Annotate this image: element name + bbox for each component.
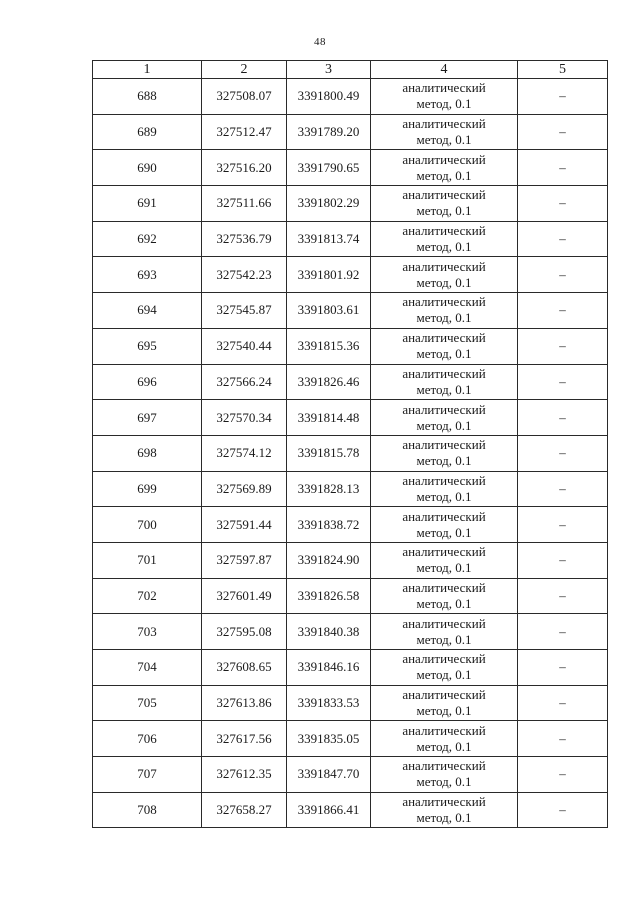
col5-cell: – <box>518 542 608 578</box>
method-cell <box>371 757 518 793</box>
method-line-2: метод, 0.1 <box>416 810 472 826</box>
table-row <box>93 435 608 471</box>
method-line-1: аналитический <box>402 544 486 560</box>
point-number-cell: 704 <box>93 650 202 686</box>
table-body <box>93 79 608 828</box>
method-line-1: аналитический <box>402 472 486 488</box>
col5-cell: – <box>518 578 608 614</box>
col5-cell: – <box>518 685 608 721</box>
col5-cell: – <box>518 257 608 293</box>
table-row <box>93 400 608 436</box>
method-line-1: аналитический <box>402 365 486 381</box>
x-coordinate-cell: 327540.44 <box>202 328 287 364</box>
col5-cell: – <box>518 293 608 329</box>
point-number-cell: 691 <box>93 186 202 222</box>
x-coordinate-cell: 327658.27 <box>202 792 287 828</box>
method-cell <box>371 150 518 186</box>
method-line-1: аналитический <box>402 437 486 453</box>
method-line-2: метод, 0.1 <box>416 488 472 504</box>
method-cell <box>371 685 518 721</box>
y-coordinate-cell: 3391815.36 <box>287 328 371 364</box>
page-number: 48 <box>314 36 326 48</box>
point-number-cell: 694 <box>93 293 202 329</box>
y-coordinate-cell: 3391814.48 <box>287 400 371 436</box>
method-cell <box>371 614 518 650</box>
y-coordinate-cell: 3391866.41 <box>287 792 371 828</box>
col5-cell: – <box>518 114 608 150</box>
x-coordinate-cell: 327570.34 <box>202 400 287 436</box>
method-line-2: метод, 0.1 <box>416 774 472 790</box>
table-row <box>93 79 608 115</box>
y-coordinate-cell: 3391813.74 <box>287 221 371 257</box>
method-line-2: метод, 0.1 <box>416 96 472 112</box>
y-coordinate-cell: 3391824.90 <box>287 542 371 578</box>
method-cell <box>371 364 518 400</box>
method-line-1: аналитический <box>402 758 486 774</box>
table-row <box>93 542 608 578</box>
table-row <box>93 757 608 793</box>
method-line-2: метод, 0.1 <box>416 738 472 754</box>
method-cell <box>371 792 518 828</box>
point-number-cell: 708 <box>93 792 202 828</box>
method-line-2: метод, 0.1 <box>416 203 472 219</box>
y-coordinate-cell: 3391826.46 <box>287 364 371 400</box>
table-row <box>93 364 608 400</box>
table-row <box>93 685 608 721</box>
point-number-cell: 690 <box>93 150 202 186</box>
x-coordinate-cell: 327566.24 <box>202 364 287 400</box>
y-coordinate-cell: 3391826.58 <box>287 578 371 614</box>
col5-cell: – <box>518 364 608 400</box>
col5-cell: – <box>518 328 608 364</box>
table-row <box>93 614 608 650</box>
y-coordinate-cell: 3391803.61 <box>287 293 371 329</box>
table-row <box>93 186 608 222</box>
table-row <box>93 650 608 686</box>
method-line-1: аналитический <box>402 687 486 703</box>
y-coordinate-cell: 3391833.53 <box>287 685 371 721</box>
y-coordinate-cell: 3391828.13 <box>287 471 371 507</box>
method-line-1: аналитический <box>402 294 486 310</box>
point-number-cell: 703 <box>93 614 202 650</box>
header-col-1: 1 <box>93 61 202 79</box>
x-coordinate-cell: 327569.89 <box>202 471 287 507</box>
col5-cell: – <box>518 792 608 828</box>
table-row <box>93 792 608 828</box>
y-coordinate-cell: 3391800.49 <box>287 79 371 115</box>
x-coordinate-cell: 327595.08 <box>202 614 287 650</box>
point-number-cell: 702 <box>93 578 202 614</box>
method-line-2: метод, 0.1 <box>416 453 472 469</box>
table-row <box>93 578 608 614</box>
table-row <box>93 507 608 543</box>
point-number-cell: 689 <box>93 114 202 150</box>
col5-cell: – <box>518 721 608 757</box>
col5-cell: – <box>518 650 608 686</box>
point-number-cell: 688 <box>93 79 202 115</box>
method-cell <box>371 221 518 257</box>
point-number-cell: 705 <box>93 685 202 721</box>
point-number-cell: 700 <box>93 507 202 543</box>
x-coordinate-cell: 327536.79 <box>202 221 287 257</box>
y-coordinate-cell: 3391815.78 <box>287 435 371 471</box>
method-line-2: метод, 0.1 <box>416 703 472 719</box>
y-coordinate-cell: 3391835.05 <box>287 721 371 757</box>
method-line-1: аналитический <box>402 330 486 346</box>
x-coordinate-cell: 327617.56 <box>202 721 287 757</box>
method-line-2: метод, 0.1 <box>416 524 472 540</box>
method-line-2: метод, 0.1 <box>416 667 472 683</box>
method-cell <box>371 578 518 614</box>
table-row <box>93 471 608 507</box>
method-line-1: аналитический <box>402 615 486 631</box>
table-row <box>93 257 608 293</box>
table-row <box>93 721 608 757</box>
table-row <box>93 114 608 150</box>
method-line-1: аналитический <box>402 651 486 667</box>
x-coordinate-cell: 327512.47 <box>202 114 287 150</box>
point-number-cell: 692 <box>93 221 202 257</box>
x-coordinate-cell: 327545.87 <box>202 293 287 329</box>
point-number-cell: 707 <box>93 757 202 793</box>
y-coordinate-cell: 3391838.72 <box>287 507 371 543</box>
col5-cell: – <box>518 614 608 650</box>
x-coordinate-cell: 327542.23 <box>202 257 287 293</box>
point-number-cell: 706 <box>93 721 202 757</box>
method-line-2: метод, 0.1 <box>416 167 472 183</box>
y-coordinate-cell: 3391802.29 <box>287 186 371 222</box>
table-row <box>93 293 608 329</box>
x-coordinate-cell: 327511.66 <box>202 186 287 222</box>
x-coordinate-cell: 327601.49 <box>202 578 287 614</box>
method-line-1: аналитический <box>402 401 486 417</box>
header-row <box>93 61 608 79</box>
x-coordinate-cell: 327608.65 <box>202 650 287 686</box>
method-line-1: аналитический <box>402 722 486 738</box>
header-col-2: 2 <box>202 61 287 79</box>
col5-cell: – <box>518 435 608 471</box>
point-number-cell: 698 <box>93 435 202 471</box>
table-row <box>93 150 608 186</box>
table-header <box>93 61 608 79</box>
x-coordinate-cell: 327516.20 <box>202 150 287 186</box>
x-coordinate-cell: 327597.87 <box>202 542 287 578</box>
method-cell <box>371 542 518 578</box>
method-cell <box>371 650 518 686</box>
header-col-3: 3 <box>287 61 371 79</box>
method-line-1: аналитический <box>402 223 486 239</box>
method-line-2: метод, 0.1 <box>416 346 472 362</box>
method-line-1: аналитический <box>402 508 486 524</box>
method-line-1: аналитический <box>402 258 486 274</box>
method-line-1: аналитический <box>402 151 486 167</box>
method-line-1: аналитический <box>402 579 486 595</box>
point-number-cell: 696 <box>93 364 202 400</box>
method-line-1: аналитический <box>402 187 486 203</box>
point-number-cell: 697 <box>93 400 202 436</box>
method-line-2: метод, 0.1 <box>416 310 472 326</box>
point-number-cell: 701 <box>93 542 202 578</box>
method-line-1: аналитический <box>402 794 486 810</box>
point-number-cell: 699 <box>93 471 202 507</box>
y-coordinate-cell: 3391789.20 <box>287 114 371 150</box>
method-line-2: метод, 0.1 <box>416 631 472 647</box>
method-cell <box>371 721 518 757</box>
y-coordinate-cell: 3391846.16 <box>287 650 371 686</box>
col5-cell: – <box>518 221 608 257</box>
method-cell <box>371 114 518 150</box>
y-coordinate-cell: 3391790.65 <box>287 150 371 186</box>
col5-cell: – <box>518 507 608 543</box>
method-cell <box>371 471 518 507</box>
point-number-cell: 695 <box>93 328 202 364</box>
table-row <box>93 328 608 364</box>
method-line-1: аналитический <box>402 80 486 96</box>
y-coordinate-cell: 3391847.70 <box>287 757 371 793</box>
method-line-2: метод, 0.1 <box>416 560 472 576</box>
y-coordinate-cell: 3391801.92 <box>287 257 371 293</box>
x-coordinate-cell: 327591.44 <box>202 507 287 543</box>
x-coordinate-cell: 327574.12 <box>202 435 287 471</box>
col5-cell: – <box>518 150 608 186</box>
method-line-2: метод, 0.1 <box>416 417 472 433</box>
method-cell <box>371 257 518 293</box>
method-cell <box>371 507 518 543</box>
header-col-4: 4 <box>371 61 518 79</box>
method-line-2: метод, 0.1 <box>416 239 472 255</box>
method-cell <box>371 186 518 222</box>
x-coordinate-cell: 327612.35 <box>202 757 287 793</box>
header-col-5: 5 <box>518 61 608 79</box>
method-line-2: метод, 0.1 <box>416 274 472 290</box>
col5-cell: – <box>518 186 608 222</box>
method-line-2: метод, 0.1 <box>416 132 472 148</box>
method-cell <box>371 328 518 364</box>
col5-cell: – <box>518 400 608 436</box>
method-cell <box>371 400 518 436</box>
x-coordinate-cell: 327508.07 <box>202 79 287 115</box>
x-coordinate-cell: 327613.86 <box>202 685 287 721</box>
method-cell <box>371 293 518 329</box>
col5-cell: – <box>518 79 608 115</box>
point-number-cell: 693 <box>93 257 202 293</box>
col5-cell: – <box>518 471 608 507</box>
method-line-1: аналитический <box>402 116 486 132</box>
y-coordinate-cell: 3391840.38 <box>287 614 371 650</box>
method-line-2: метод, 0.1 <box>416 595 472 611</box>
method-cell <box>371 79 518 115</box>
col5-cell: – <box>518 757 608 793</box>
method-line-2: метод, 0.1 <box>416 381 472 397</box>
method-cell <box>371 435 518 471</box>
table-row <box>93 221 608 257</box>
coordinates-table <box>92 60 608 828</box>
